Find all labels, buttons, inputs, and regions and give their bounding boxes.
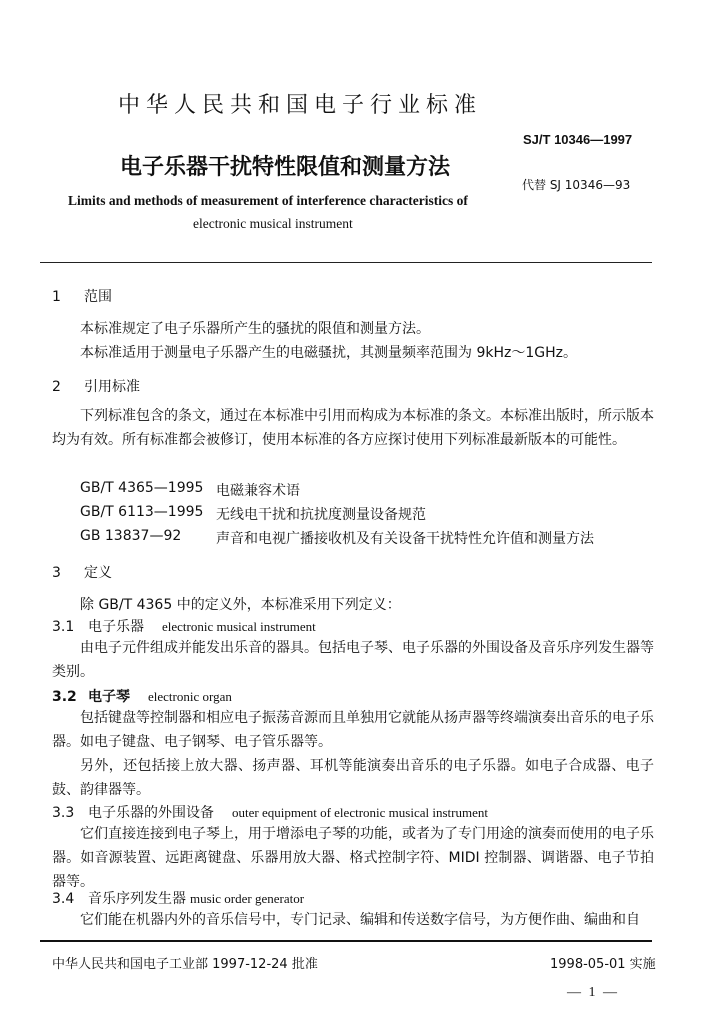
section-title: 定义 [84,565,112,581]
reference-title: 无线电干扰和抗扰度测量设备规范 [216,507,426,523]
standard-number: SJ/T 10346—1997 [523,132,633,147]
section-title: 范围 [84,289,112,305]
reference-title: 声音和电视广播接收机及有关设备干扰特性允许值和测量方法 [216,531,594,547]
section-1-paragraph-1: 本标准规定了电子乐器所产生的骚扰的限值和测量方法。 [80,321,430,337]
document-title-en-line2: electronic musical instrument [193,216,353,231]
definition-3-3-text: 它们直接连接到电子琴上，用于增添电子琴的功能，或者为了专门用途的演奏而使用的电子乐器。如音源装置、远距离键盘、乐器用放大器、格式控制字符、MIDI 控制器、调谐器、电子节拍器等。 [52,826,654,890]
section-1-heading [52,286,112,306]
definition-3-3-heading [52,802,488,822]
section-1-paragraph-2: 本标准适用于测量电子乐器产生的电磁骚扰，其测量频率范围为 9kHz～1GHz。 [80,345,577,361]
replaces-standard: 代替 SJ 10346—93 [522,178,631,192]
definition-number: 3.2 [52,689,77,705]
definition-term: 电子琴 [88,689,130,705]
definition-number: 3.1 [52,619,75,635]
document-title-en-line1: Limits and methods of measurement of interference characteristics of [68,193,468,208]
section-2-paragraph: 下列标准包含的条文，通过在本标准中引用而构成为本标准的条文。本标准出版时，所示版本均为有效。所有标准都会被修订，使用本标准的各方应探讨使用下列标准最新版本的可能性。 [52,408,654,448]
footer-divider [40,940,652,942]
section-number: 3 [52,565,61,581]
section-title: 引用标准 [84,379,140,395]
section-number: 1 [52,289,61,305]
effective-date: 1998-05-01 实施 [550,957,656,972]
section-number: 2 [52,379,61,395]
definition-3-1-heading [52,616,316,636]
definition-term-en: electronic organ [148,689,232,704]
definition-term: 电子乐器 [88,619,144,635]
definition-3-2-text-2: 另外，还包括接上放大器、扬声器、耳机等能演奏出音乐的电子乐器。如电子合成器、电子鼓、韵律器等。 [52,758,654,798]
reference-title: 电磁兼容术语 [216,483,300,499]
definition-term-en: outer equipment of electronic musical instrument [232,805,488,820]
reference-code: GB/T 4365—1995 [80,480,204,496]
page-number: — 1 — [567,985,619,1000]
definition-number: 3.4 [52,891,75,907]
definition-term-en: music order generator [190,891,305,906]
reference-code: GB 13837—92 [80,528,182,544]
section-3-intro: 除 GB/T 4365 中的定义外，本标准采用下列定义： [80,597,401,613]
definition-term: 电子乐器的外围设备 [88,805,214,821]
definition-term: 音乐序列发生器 [88,891,186,907]
reference-code: GB/T 6113—1995 [80,504,204,520]
definition-number: 3.3 [52,805,75,821]
header-divider [40,262,652,263]
document-title-cn: 电子乐器干扰特性限值和测量方法 [120,155,451,180]
standard-type-header: 中华人民共和国电子行业标准 [118,93,483,118]
definition-3-4-heading [52,888,304,908]
definition-3-4-text: 它们能在机器内外的音乐信号中，专门记录、编辑和传送数字信号，为方便作曲、编曲和自 [80,912,640,928]
definition-3-2-heading [52,686,232,706]
definition-term-en: electronic musical instrument [162,619,316,634]
definition-3-2-text-1: 包括键盘等控制器和相应电子振荡音源而且单独用它就能从扬声器等终端演奏出音乐的电子乐器。如电子键盘、电子钢琴、电子管乐器等。 [52,710,654,750]
issuer-approval: 中华人民共和国电子工业部 1997-12-24 批准 [52,957,318,972]
section-3-heading [52,562,112,582]
section-2-heading [52,376,140,396]
definition-3-1-text: 由电子元件组成并能发出乐音的器具。包括电子琴、电子乐器的外围设备及音乐序列发生器等类别。 [52,640,654,680]
